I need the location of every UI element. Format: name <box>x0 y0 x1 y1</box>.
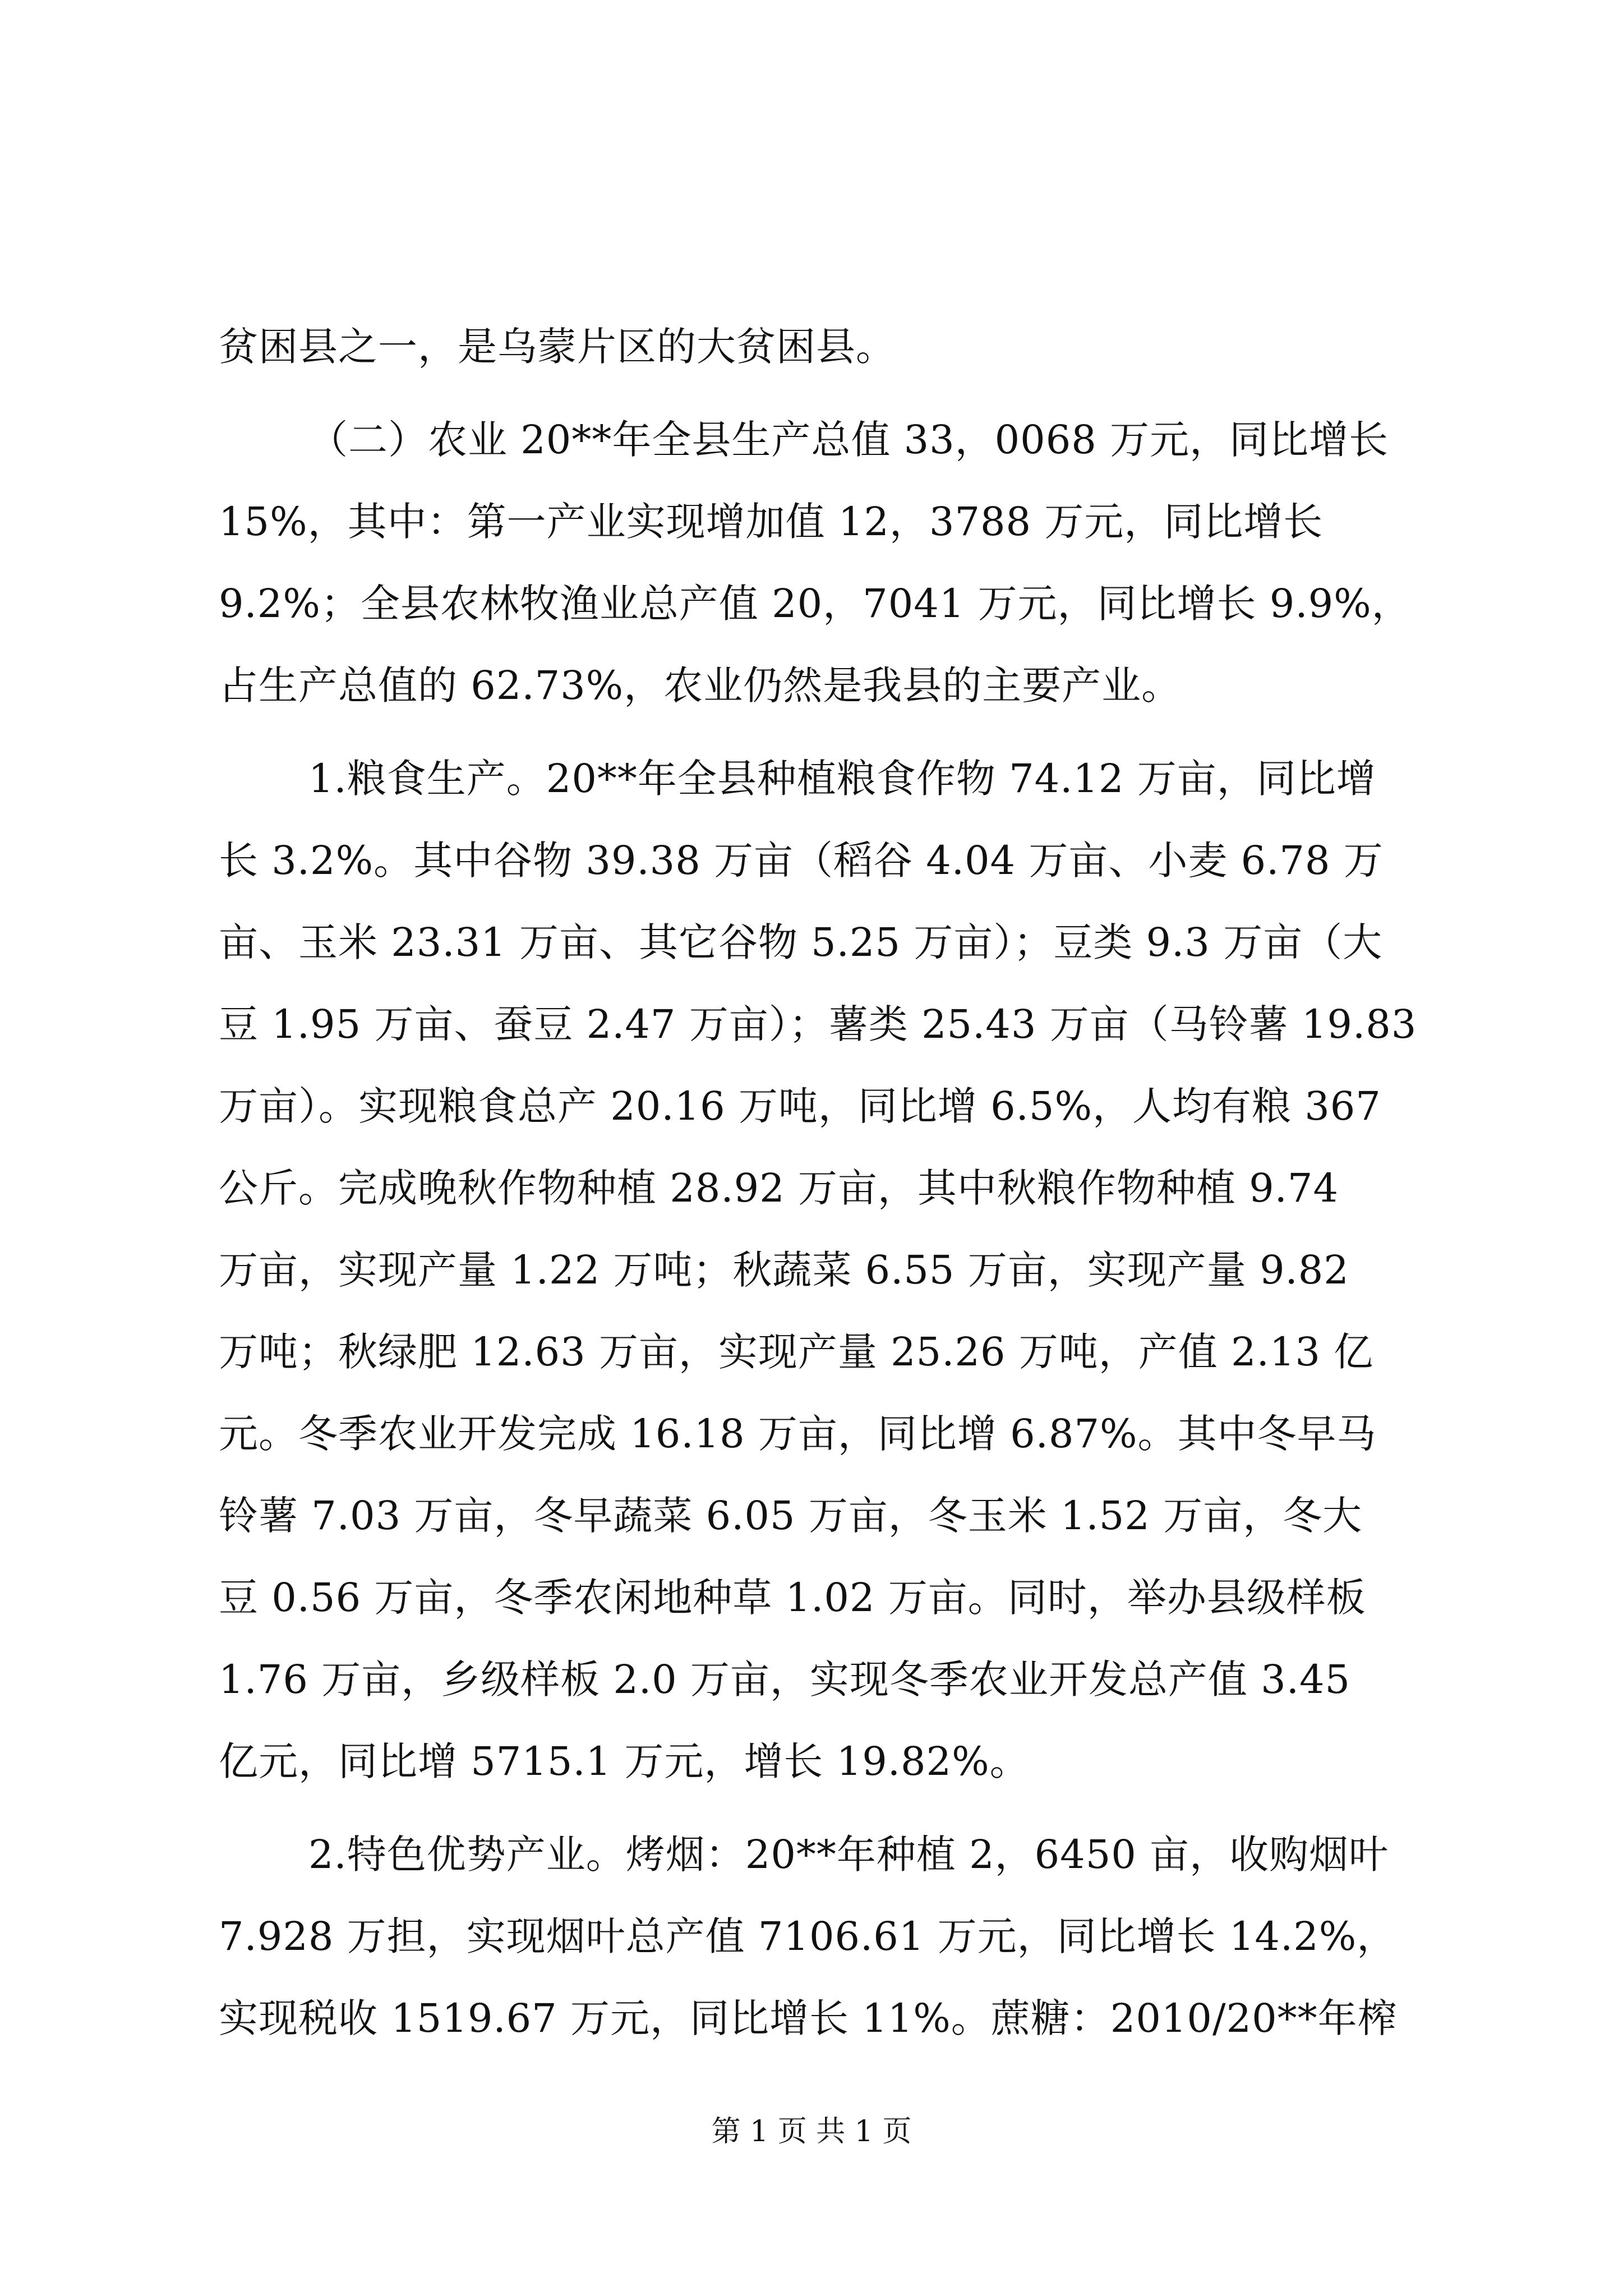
text-line: 公斤。完成晚秋作物种植 28.92 万亩，其中秋粮作物种植 9.74 <box>219 1165 1339 1211</box>
document-body <box>219 306 1417 2059</box>
text-line: 亩、玉米 23.31 万亩、其它谷物 5.25 万亩）；豆类 9.3 万亩（大 <box>219 919 1383 965</box>
text-line: 7.928 万担，实现烟叶总产值 7106.61 万元，同比增长 14.2%， <box>219 1913 1397 1959</box>
text-line: 万吨；秋绿肥 12.63 万亩，实现产量 25.26 万吨，产值 2.13 亿 <box>219 1329 1374 1375</box>
text-line: 万亩）。实现粮食总产 20.16 万吨，同比增 6.5%，人均有粮 367 <box>219 1083 1381 1129</box>
page-number-label: 第 1 页 共 1 页 <box>711 2115 912 2148</box>
text-line: 15%，其中：第一产业实现增加值 12，3788 万元，同比增长 <box>219 499 1324 545</box>
text-line: 实现税收 1519.67 万元，同比增长 11%。蔗糖：2010/20**年榨 <box>219 1995 1398 2041</box>
text-line: 万亩，实现产量 1.22 万吨；秋蔬菜 6.55 万亩，实现产量 9.82 <box>219 1247 1349 1293</box>
page-footer <box>0 2112 1623 2151</box>
text-line: 1.76 万亩，乡级样板 2.0 万亩，实现冬季农业开发总产值 3.45 <box>219 1657 1351 1703</box>
text-line: 元。冬季农业开发完成 16.18 万亩，同比增 6.87%。其中冬早马 <box>219 1411 1377 1457</box>
paragraph <box>219 738 1417 1802</box>
text-line: 铃薯 7.03 万亩，冬早蔬菜 6.05 万亩，冬玉米 1.52 万亩，冬大 <box>219 1493 1363 1539</box>
text-line: 豆 1.95 万亩、蚕豆 2.47 万亩）；薯类 25.43 万亩（马铃薯 19.83 <box>219 1001 1417 1047</box>
text-line: 豆 0.56 万亩，冬季农闲地种草 1.02 万亩。同时，举办县级样板 <box>219 1575 1366 1621</box>
text-line: 占生产总值的 62.73%，农业仍然是我县的主要产业。 <box>219 662 1182 708</box>
text-line: 亿元，同比增 5715.1 万元，增长 19.82%。 <box>219 1738 1030 1784</box>
text-line: 1.粮食生产。20**年全县种植粮食作物 74.12 万亩，同比增 <box>308 756 1376 802</box>
text-line: 2.特色优势产业。烤烟：20**年种植 2，6450 亩，收购烟叶 <box>308 1832 1389 1878</box>
text-line: 贫困县之一，是乌蒙片区的大贫困县。 <box>219 324 896 370</box>
text-line: （二）农业 20**年全县生产总值 33，0068 万元，同比增长 <box>308 417 1389 463</box>
paragraph <box>219 306 1413 388</box>
paragraph <box>219 1814 1413 2059</box>
paragraph <box>219 399 1413 726</box>
text-line: 9.2%；全县农林牧渔业总产值 20，7041 万元，同比增长 9.9%， <box>219 581 1412 627</box>
text-line: 长 3.2%。其中谷物 39.38 万亩（稻谷 4.04 万亩、小麦 6.78 万 <box>219 838 1384 884</box>
